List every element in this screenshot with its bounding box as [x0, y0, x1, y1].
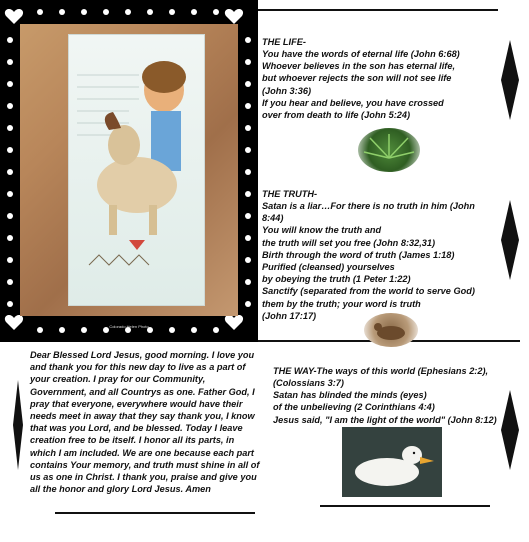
way-body: (Colossians 3:7) Satan has blinded the minds (eyes) of the unbelieving (2 Corinthians 4:4) Jesus said, "I am the light of the world" (John 8:12)	[273, 378, 497, 425]
card-illustration	[69, 35, 204, 305]
plant-image	[358, 128, 420, 172]
truth-heading: THE TRUTH-	[262, 189, 318, 199]
diamond-icon	[501, 390, 519, 470]
diamond-icon	[13, 380, 23, 470]
life-body: You have the words of eternal life (John 6:68) Whoever believes in the son has eternal life, but whoever rejects the son will not see life (John 3:36) If you hear and believe, you have crossed over from death to life (John 5:24)	[262, 49, 460, 121]
prayer-text: Dear Blessed Lord Jesus, good morning. I love you and thank you for this new day to live as a part of your creation. I pray for our Community, Government, and all Countrys as one. Father God, I pray that everyone, everywhere would have their needs meet in away that they say thank you, I know that was you Lord, and be blessed. Today I leave creation free to be itself. I honor all its parts, in which I am included. We are one because each part contains Your memory, and truth must shine in all of us as one in Christ. I thank you, praise and give you all the honor and glory Lord Jesus. Amen	[30, 350, 260, 495]
diamond-icon	[501, 200, 519, 280]
deer-image	[364, 313, 418, 347]
divider-line	[258, 9, 498, 11]
heart-icon	[225, 9, 243, 24]
diamond-icon	[501, 40, 519, 120]
photo-frame	[0, 0, 258, 342]
truth-body: Satan is a liar…For there is no truth in him (John 8:44) You will know the truth and the truth will set you free (John 8:32,31) Birth through the word of truth (James 1:18) Purified (cleansed) yourselves by obeying the truth (1 Peter 1:22) Sanctify (separated from the world to serve God) them by the truth; your word is truth (John 17:17)	[262, 201, 475, 321]
divider-line	[320, 505, 490, 507]
photo-credit: Colorado Helen Photo	[109, 324, 149, 329]
divider-line	[55, 512, 255, 514]
greeting-card	[68, 34, 205, 306]
diamond-ornaments	[495, 0, 525, 542]
diamond-ornaments-left	[8, 0, 28, 542]
way-heading: THE WAY-The ways of this world (Ephesians 2:2),	[273, 366, 489, 376]
life-heading: THE LIFE-	[262, 37, 306, 47]
card-photo	[20, 24, 238, 316]
duck-image	[342, 427, 442, 497]
